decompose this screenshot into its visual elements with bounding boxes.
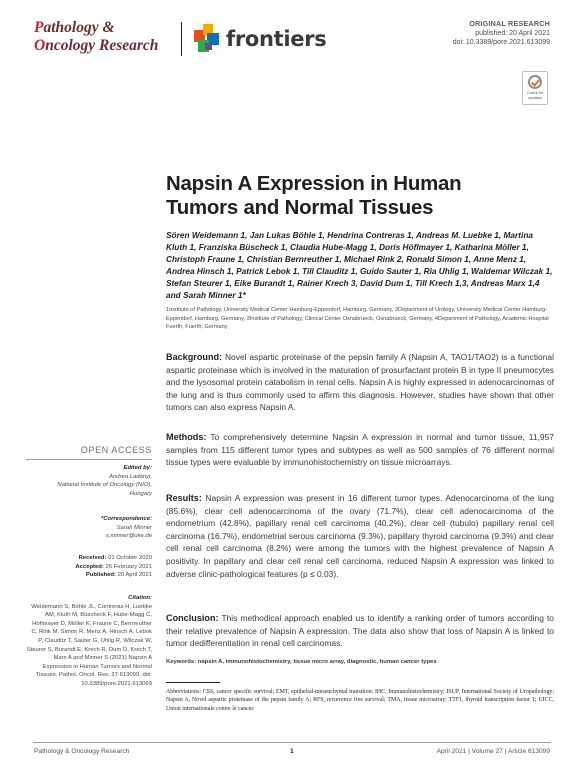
- edited-by-label: Edited by:: [123, 465, 152, 471]
- author-list: Sören Weidemann 1, Jan Lukas Böhle 1, Hendrina Contreras 1, Andreas M. Luebke 1, Martina Kluth 1, Franziska Büscheck 1, Claudia Hube-Magg 1, Doris Höflmayer 1, Katharina Möller 1, Christoph Fraune 1, Christian Bernreuther 1, Michael Rink 2, Ronald Simon 1, Anne Menz 1, Andrea Hinsch 1, Patrick Lebok 1, Till Clauditz 1, Guido Sauter 1, Ria Uhlig 1, Waldemar Wilczak 1, Stefan Steurer 1, Eike Burandt 1, Rainer Krech 3, David Dum 1, Till Krech 1,3, Andreas Marx 1,4 and Sarah Minner 1*: [166, 230, 553, 300]
- check-updates-line1: Check for: [526, 91, 544, 95]
- correspondence-name: Sarah Minner: [116, 524, 152, 531]
- citation-label: Citation:: [128, 595, 152, 601]
- journal-name-line2: Oncology Research: [34, 37, 159, 54]
- keywords: Keywords: napsin A, immunohistochemistry, tissue micro array, diagnostic, human cancer types: [166, 659, 437, 665]
- methods-text: To comprehensively determine Napsin A expression in normal and tumor tissue, 11,957 samples from 115 different tumor types and subtypes as well as 500 samples of 76 different normal tissue types were evaluable by immunohistochemistry on tissue microarrays.: [166, 432, 554, 468]
- received-label: Received:: [78, 555, 107, 561]
- abbreviations-divider: [166, 682, 220, 683]
- conclusion-label: Conclusion:: [166, 613, 219, 623]
- background-text: Novel aspartic proteinase of the pepsin family A (Napsin A, TAO1/TAO2) is a functional aspartic proteinase which is involved in the maturation of prosurfactant protein B in type II pneumocytes and the lysosomal protein catabolism in renal cells. Napsin A is highly expressed in adenocarcinomas of the lung and is thus commonly used to affirm this diagnosis. However, studies have shown that other tumors can also express Napsin A.: [166, 352, 554, 413]
- journal-name-line1: Pathology &: [34, 19, 115, 36]
- results-text: Napsin A expression was present in 16 different tumor types. Adenocarcinoma of the lung (85.6%), clear cell adenocarcinoma of the ovary (71.7%), clear cell adenocarcinoma of the endometrium (42.8%), papillary renal cell carcinoma (40.2%), clear cell (tubulo) papillary renal cell carcinoma (16.7%), endometrial serous carcinoma (9.3%), papillary thyroid carcinoma (9.3%) and clear cell renal cell carcinoma (8.2%) were among the tumors with the highest prevalence of Napsin A positivity. In papillary and clear cell renal cell carcinoma, reduced Napsin A expression was linked to adverse clinic-pathological features (p ≤ 0.03).: [166, 493, 554, 579]
- published-date-side: 20 April 2021: [117, 572, 152, 579]
- citation-block: [26, 594, 152, 689]
- background-label: Background:: [166, 352, 223, 362]
- publisher-logo: [194, 22, 327, 56]
- page-number: 1: [290, 748, 294, 755]
- dates-block: [26, 554, 152, 580]
- footer-journal: Pathology & Oncology Research: [34, 748, 130, 755]
- affiliations: 1Institute of Pathology, University Medical Center Hamburg-Eppendorf, Hamburg, Germany, 2Department of Urology, University Medical Center Hamburg-Eppendorf, Hamburg, Germany, 3Institute of Pathology, Clinical Center Osnabrueck, Osnabrueck, Germany, 4Department of Pathology, Academic Hospital Fuerth, Fuerth, Germany: [166, 307, 549, 331]
- journal-logo: [34, 19, 184, 55]
- footer-divider: [33, 742, 551, 743]
- article-title: Napsin A Expression in Human Tumors and Normal Tissues: [166, 173, 462, 219]
- received-date: 01 October 2020: [108, 555, 152, 561]
- article-doi[interactable]: doi: 10.3389/pore.2021.613099: [452, 39, 550, 46]
- editor-institution: National Institute of Oncology (NIO),: [57, 482, 152, 489]
- correspondence-label: *Correspondence:: [100, 516, 152, 522]
- correspondence-email[interactable]: s.minner@uke.de: [105, 533, 152, 540]
- accepted-label: Accepted:: [75, 563, 104, 570]
- methods-label: Methods:: [166, 432, 207, 442]
- abstract-conclusion: [166, 612, 554, 650]
- check-updates-icon: [528, 75, 542, 89]
- abbreviations: Abbreviations: CSS, cancer specific survival; EMT, epithelial-mesenchymal transition; IHC, Immunohistochemistry; ISUP, International Society of Uropathology; Napsin A, Novel aspartic proteinase of the pepsin family A; RFS, recurrence free survival; TMA, tissue microarray; TTF1, thyroid transcription factor 1; UICC, Union internationale contre le cancer.: [166, 689, 554, 712]
- frontiers-logo-icon: [194, 24, 220, 54]
- accepted-date: 26 February 2021: [105, 563, 152, 570]
- footer-issue: April 2021 | Volume 27 | Article 613099: [436, 748, 550, 755]
- publisher-name: frontiers: [226, 27, 327, 51]
- abstract-results: [166, 492, 554, 580]
- published-date: published: 20 April 2021: [475, 29, 550, 37]
- abstract-methods: [166, 431, 554, 469]
- sidebar-divider: [26, 459, 152, 460]
- published-label: Published:: [85, 572, 116, 579]
- article-type: ORIGINAL RESEARCH: [469, 19, 550, 28]
- editor-name: Andrea Ladányi,: [109, 473, 152, 480]
- citation-text: Weidemann S, Böhle JL, Contreras H, Luebke AM, Kluth M, Büscheck F, Hube-Magg C, Höflmayer D, Möller K, Fraune C, Bernreuther C, Rink M, Simon R, Menz A, Hinsch A, Lebok P, Clauditz T, Sauter G, Uhlig R, Wilczak W, Steurer S, Burandt E, Krech R, Dum D, Krech T, Marx A and Minner S (2021) Napsin A Expression in Human Tumors and Normal Tissues. Pathol. Oncol. Res. 27:613099. doi: 10.3389/pore.2021.613099: [26, 603, 152, 687]
- open-access-label: OPEN ACCESS: [80, 445, 152, 455]
- conclusion-text: This methodical approach enabled us to identify a ranking order of tumors according to their relative prevalence of Napsin A expression. The data also show that loss of Napsin A is linked to tumor dedifferentiation in renal cell carcinomas.: [166, 613, 554, 649]
- article-meta: [453, 19, 550, 48]
- logo-divider: [181, 22, 182, 56]
- check-updates-line2: updates: [528, 95, 542, 100]
- editor-country: Hungary: [129, 490, 152, 497]
- check-for-updates-badge[interactable]: [522, 71, 548, 105]
- edited-by-block: [26, 464, 152, 498]
- abstract-background: [166, 351, 554, 414]
- correspondence-block: [26, 515, 152, 541]
- results-label: Results:: [166, 493, 202, 503]
